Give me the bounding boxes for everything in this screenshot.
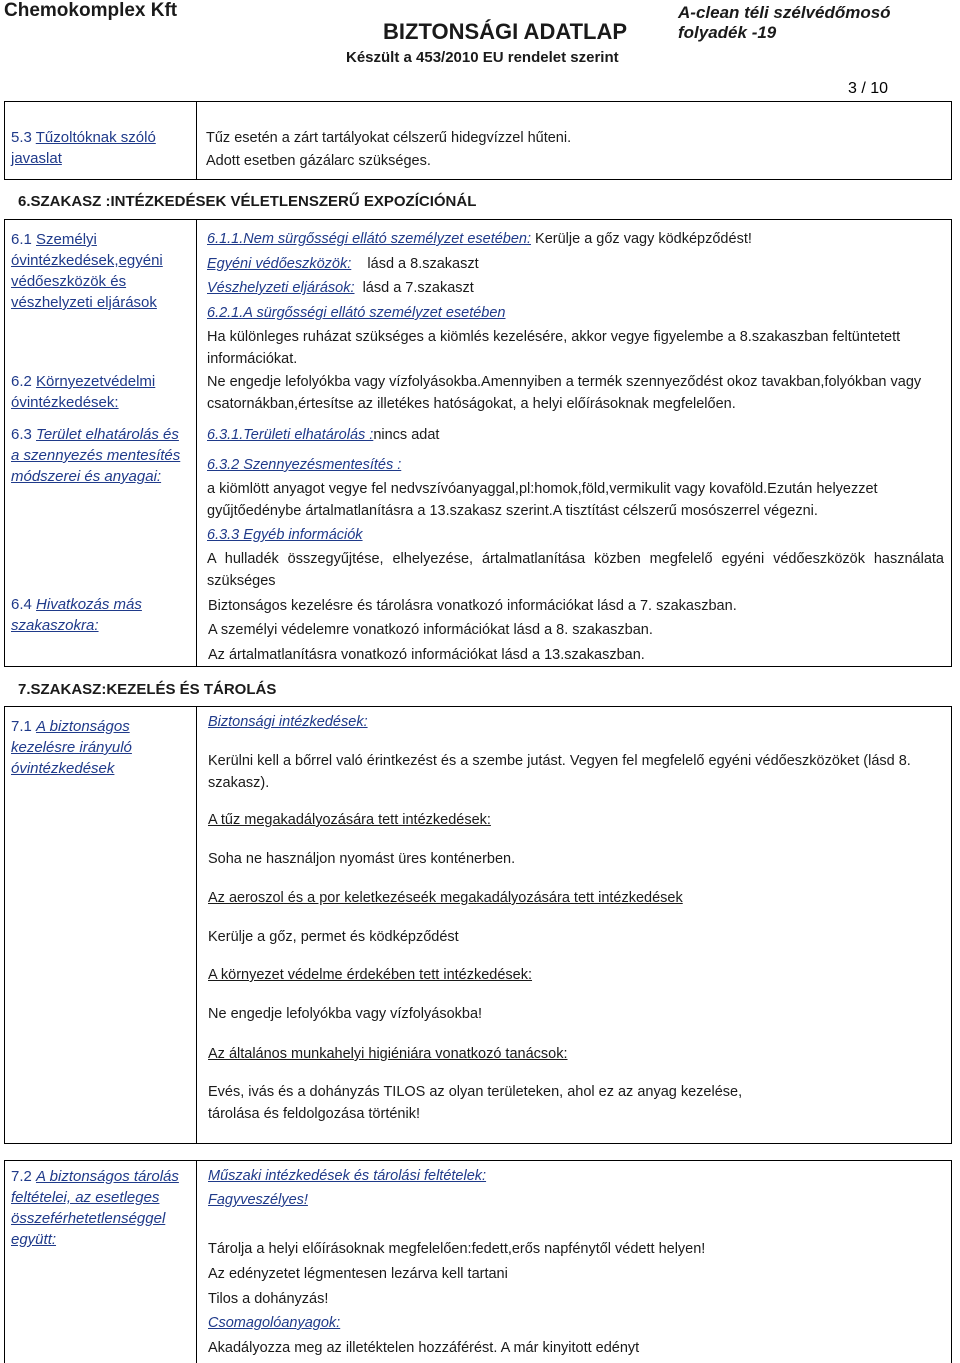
egyeni-line: Egyéni védőeszközök: lásd a 8.szakaszt	[207, 256, 479, 272]
section-6-2-label: 6.2 Környezetvédelmi óvintézkedések:	[11, 373, 156, 411]
table-border	[951, 219, 952, 666]
c632-heading: 6.3.2 Szennyezésmentesítés :	[207, 457, 402, 473]
bizt-text: Kerülni kell a bőrrel való érintkezést és a szembe jutást. Vegyen fel megfelelő egyéni védőeszközöket (lásd 8. szakasz).	[208, 753, 911, 791]
alt-heading: Az általános munkahelyi higiéniára vonatkozó tanácsok:	[208, 1046, 568, 1062]
section-7-2-label: 7.2 A biztonságos tárolás feltételei, az esetleges összeférhetetlenséggel együtt:	[11, 1168, 179, 1248]
table-border	[4, 1160, 5, 1363]
c64-line1: Biztonságos kezelésre és tárolásra vonatkozó információkat lásd a 7. szakaszban.	[208, 598, 737, 614]
tuz-text: Soha ne használjon nyomást üres konténerben.	[208, 851, 516, 867]
c633-heading: 6.3.3 Egyéb információk	[207, 527, 363, 543]
section-5-3-title: Tűzoltóknak szóló javaslat	[11, 129, 156, 167]
table-border	[4, 1160, 952, 1161]
c62-text: Ne engedje lefolyókba vagy vízfolyásokba.Amennyiben a termék szennyeződést okoz tavakban,folyókban vagy csatornákban,értesítse az illetékes hatóságokat, a helyi előírásoknak megfelelően.	[207, 374, 922, 412]
s53-line2: Adott esetben gázálarc szükséges.	[206, 153, 431, 169]
fagy-heading: Fagyveszélyes!	[208, 1192, 308, 1208]
section-6-heading: 6.SZAKASZ :INTÉZKEDÉSEK VÉLETLENSZERŰ EXPOZÍCIÓNÁL	[18, 193, 477, 210]
csom-heading: Csomagolóanyagok:	[208, 1315, 341, 1331]
section-6-1-label: 6.1 Személyi óvintézkedések,egyéni védőeszközök és vészhelyzeti eljárások	[11, 231, 163, 311]
section-6-3-label: 6.3 Terület elhatárolás és a szennyezés mentesítés módszerei és anyagai:	[11, 426, 181, 485]
company-name: Chemokomplex Kft	[4, 0, 178, 21]
table-border	[4, 179, 952, 180]
table-border	[4, 1143, 952, 1144]
c64-line3: Az ártalmatlanításra vonatkozó információkat lásd a 13.szakaszban.	[208, 647, 645, 663]
regulation-subtitle: Készült a 453/2010 EU rendelet szerint	[346, 49, 619, 66]
table-border	[4, 666, 952, 667]
edeny-text: Az edényzetet légmentesen lezárva kell tartani	[208, 1266, 508, 1282]
table-border	[4, 706, 952, 707]
table-border	[196, 706, 197, 1143]
table-border	[951, 706, 952, 1143]
table-border	[951, 101, 952, 179]
tuz-heading: A tűz megakadályozására tett intézkedések:	[208, 812, 491, 828]
table-border	[4, 101, 5, 179]
c632-text: a kiömlött anyagot vegye fel nedvszívóanyaggal,pl:homok,föld,vermikulit vagy kovaföld.Ezután helyezzet gyűjtőedénybe ártalmatlanításra a 13.szakasz szerint.A tisztítást célszerű mosószerrel végezni.	[207, 481, 878, 519]
table-border	[4, 219, 5, 666]
c611-line: 6.1.1.Nem sürgősségi ellátó személyzet esetében: Kerülje a gőz vagy ködképződést!	[207, 231, 752, 247]
table-border	[4, 706, 5, 1143]
section-5-3-label	[11, 127, 191, 169]
c633-text: A hulladék összegyűjtése, elhelyezése, ártalmatlanítása közben megfelelő egyéni védőeszközök használata szükséges	[207, 551, 944, 589]
document-title: BIZTONSÁGI ADATLAP	[383, 19, 628, 44]
vesz-line: Vészhelyzeti eljárások: lásd a 7.szakaszt	[207, 280, 474, 296]
c621-text: Ha különleges ruházat szükséges a kiömlés kezelésére, akkor vegye figyelembe a 8.szakaszban feltüntetett információkat.	[207, 329, 901, 367]
aero-text: Kerülje a gőz, permet és ködképződést	[208, 929, 459, 945]
page-number: 3 / 10	[848, 80, 889, 97]
korny-text: Ne engedje lefolyókba vagy vízfolyásokba!	[208, 1006, 483, 1022]
c631-line: 6.3.1.Területi elhatárolás :nincs adat	[207, 427, 440, 443]
table-border	[951, 1160, 952, 1363]
alt-text: Evés, ivás és a dohányzás TILOS az olyan területeken, ahol ez az anyag kezelése, tárolása és feldolgozása történik!	[208, 1084, 743, 1122]
akad-text: Akadályozza meg az illetéktelen hozzáférést. A már kinyitott edényt	[208, 1340, 640, 1356]
tilos-text: Tilos a dohányzás!	[208, 1291, 329, 1307]
table-border	[196, 1160, 197, 1363]
s53-line1: Tűz esetén a zárt tartályokat célszerű hidegvízzel hűteni.	[206, 130, 572, 146]
section-7-1-label: 7.1 A biztonságos kezelésre irányuló óvintézkedések	[11, 718, 132, 777]
product-name: A-clean téli szélvédőmosó folyadék -19	[678, 3, 891, 42]
section-7-heading: 7.SZAKASZ:KEZELÉS ÉS TÁROLÁS	[18, 681, 277, 698]
korny-heading: A környezet védelme érdekében tett intézkedések:	[208, 967, 533, 983]
table-border	[196, 219, 197, 666]
table-border	[196, 101, 197, 179]
taro-text: Tárolja a helyi előírásoknak megfelelően:fedett,erős napfénytől védett helyen!	[208, 1241, 706, 1257]
table-border	[4, 101, 952, 102]
bizt-heading: Biztonsági intézkedések:	[208, 714, 368, 730]
aero-heading: Az aeroszol és a por keletkezéseék megakadályozására tett intézkedések	[208, 890, 683, 906]
table-border	[4, 219, 952, 220]
c621-heading: 6.2.1.A sürgősségi ellátó személyzet esetében	[207, 305, 506, 321]
musz-heading: Műszaki intézkedések és tárolási feltételek:	[208, 1168, 487, 1184]
c64-line2: A személyi védelemre vonatkozó információkat lásd a 8. szakaszban.	[208, 622, 653, 638]
section-6-4-label: 6.4 Hivatkozás más szakaszokra:	[11, 596, 142, 634]
section-5-3-number: 5.3	[11, 129, 32, 146]
